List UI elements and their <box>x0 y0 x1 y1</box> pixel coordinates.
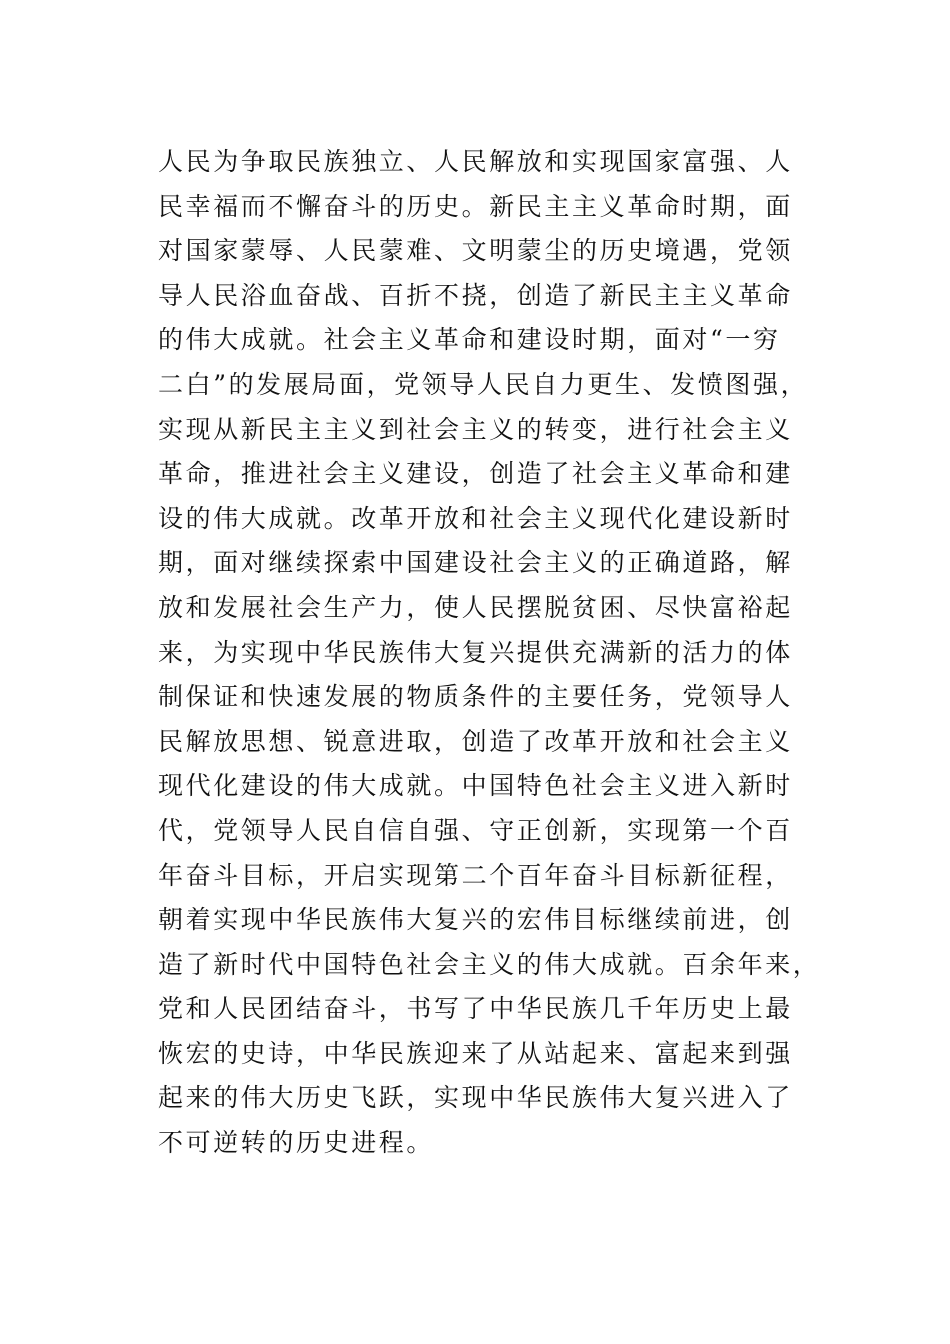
paragraph-line-5: 的伟大成就。社会主义革命和建设时期，面对“一穷 <box>158 325 781 355</box>
paragraph-line-10: 期，面对继续探索中国建设社会主义的正确道路，解 <box>158 548 793 578</box>
body-paragraph <box>158 140 821 1166</box>
paragraph-line-7: 实现从新民主主义到社会主义的转变，进行社会主义 <box>158 414 793 444</box>
paragraph-line-18: 朝着实现中华民族伟大复兴的宏伟目标继续前进，创 <box>158 905 793 935</box>
paragraph-line-15: 现代化建设的伟大成就。中国特色社会主义进入新时 <box>158 771 793 801</box>
paragraph-line-9: 设的伟大成就。改革开放和社会主义现代化建设新时 <box>158 503 793 533</box>
paragraph-line-3: 对国家蒙辱、人民蒙难、文明蒙尘的历史境遇，党领 <box>158 236 793 266</box>
paragraph-line-16: 代，党领导人民自信自强、守正创新，实现第一个百 <box>158 815 793 845</box>
paragraph-line-14: 民解放思想、锐意进取，创造了改革开放和社会主义 <box>158 726 793 756</box>
paragraph-line-8: 革命，推进社会主义建设，创造了社会主义革命和建 <box>158 459 793 489</box>
paragraph-line-11: 放和发展社会生产力，使人民摆脱贫困、尽快富裕起 <box>158 592 793 622</box>
paragraph-line-6: 二白”的发展局面，党领导人民自力更生、发愤图强， <box>158 369 809 399</box>
paragraph-line-20: 党和人民团结奋斗，书写了中华民族几千年历史上最 <box>158 994 793 1024</box>
paragraph-line-17: 年奋斗目标，开启实现第二个百年奋斗目标新征程， <box>158 860 793 890</box>
paragraph-line-23: 不可逆转的历史进程。 <box>158 1128 435 1158</box>
paragraph-line-19: 造了新时代中国特色社会主义的伟大成就。百余年来， <box>158 949 821 979</box>
paragraph-line-21: 恢宏的史诗，中华民族迎来了从站起来、富起来到强 <box>158 1038 793 1068</box>
paragraph-line-4: 导人民浴血奋战、百折不挠，创造了新民主主义革命 <box>158 280 793 310</box>
paragraph-line-13: 制保证和快速发展的物质条件的主要任务，党领导人 <box>158 682 793 712</box>
paragraph-line-12: 来，为实现中华民族伟大复兴提供充满新的活力的体 <box>158 637 793 667</box>
paragraph-line-2: 民幸福而不懈奋斗的历史。新民主主义革命时期，面 <box>158 191 793 221</box>
paragraph-line-22: 起来的伟大历史飞跃，实现中华民族伟大复兴进入了 <box>158 1083 793 1113</box>
paragraph-line-1: 人民为争取民族独立、人民解放和实现国家富强、人 <box>158 147 793 176</box>
